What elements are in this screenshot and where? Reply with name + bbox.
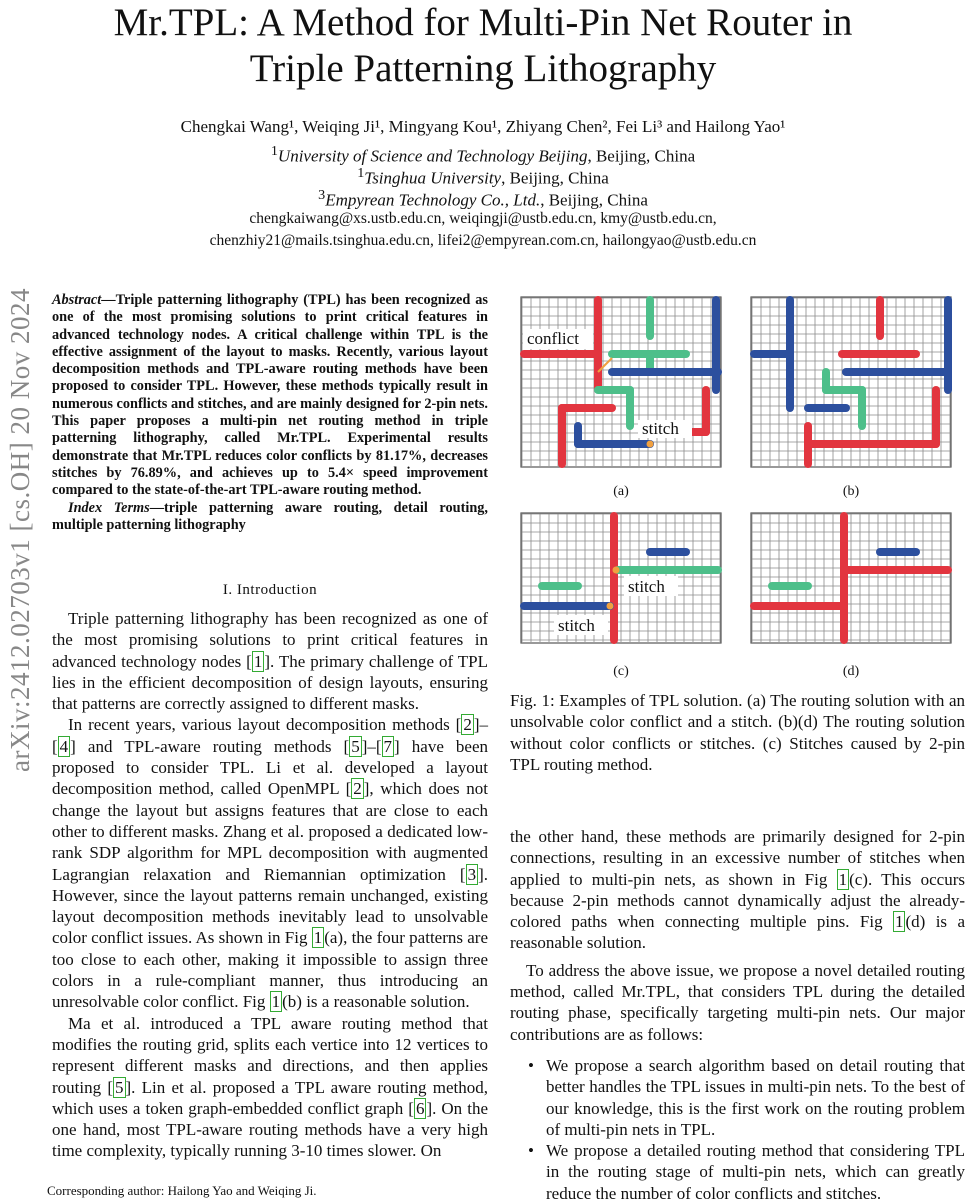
title-line-1: Mr.TPL: A Method for Multi-Pin Net Router in	[113, 1, 853, 44]
conflict-label: conflict	[527, 329, 579, 348]
citation-link[interactable]: 6	[415, 1098, 425, 1118]
right-paragraph-1: the other hand, these methods are primarily designed for 2-pin connections, resulting in an excessive number of stitches when applied to multi-pin nets, as shown in Fig 1 (c). This occurs because 2-pin methods cannot dynamically adjust the already-colored paths when connecting multiple pins. Fig 1 (d) is a reasonable solution.	[510, 827, 965, 953]
figure-label-c: (c)	[613, 664, 629, 679]
paper-title	[40, 0, 926, 92]
affiliation-3: $^3$Empyrean Technology Co., Ltd., Beijing, China	[318, 187, 648, 210]
stitch-marker	[613, 567, 620, 574]
figure-label-d: (d)	[842, 664, 860, 679]
citation-link[interactable]: 2	[463, 715, 472, 735]
right-paragraph-2: To address the above issue, we propose a novel detailed routing method, called Mr.TPL, that considers TPL during the detailed routing phase, specifically targeting multi-pin nets. Our major contributions are as follows:	[510, 960, 965, 1044]
figure-panel-d	[750, 512, 952, 644]
stitch-label: stitch	[558, 616, 595, 635]
affiliation-1: $^1$University of Science and Technology Beijing, Beijing, China	[270, 143, 696, 166]
figure-label-b: (b)	[842, 484, 860, 499]
citation-link[interactable]: 5	[351, 736, 360, 756]
stitch-label: stitch	[642, 419, 679, 438]
figure-panel-c	[520, 512, 722, 644]
section-heading-introduction: I. Introduction	[222, 582, 318, 598]
index-terms-text: —triple patterning aware routing, detail routing, multiple patterning lithography	[52, 499, 488, 533]
right-column-body	[510, 826, 965, 1204]
figure-label-a: (a)	[613, 484, 629, 499]
figure-link[interactable]: 1	[313, 928, 323, 948]
stitch-marker	[647, 441, 654, 448]
grid-lines	[521, 513, 721, 643]
intro-paragraph-2: In recent years, various layout decomposition methods [ 2 ]–[ 4 ] and TPL-aware routing methods [ 5 ]–[ 7 ] have been proposed to consider TPL. Li et al. developed a layout decomposition method, called OpenMPL [ 2 ], which does not change the layout but assigns features that are close to each other to different masks. Zhang et al. proposed a dedicated low-rank SDP algorithm for MPL decomposition with augmented Lagrangian relaxation and Riemannian optimization [ 3 ]. However, since the layout patterns remain unchanged, existing layout decomposition methods inevitably lead to unsolvable color conflict issues. As shown in Fig 1 (a), the four patterns are too close to each other, making it impossible to assign three colors in a rule-compliant manner, thus introducing an unresolvable color conflict. Fig 1 (b) is a reasonable solution.	[52, 715, 489, 1012]
grid-lines	[751, 513, 951, 643]
stitch-marker	[607, 603, 614, 610]
figure-link[interactable]: 1	[271, 992, 281, 1012]
list-item: • We propose a search algorithm based on detail routing that better handles the TPL issues in multi-pin nets. To the best of our knowledge, this is the first work on the routing problem of multi-pin nets in TPL.	[528, 1055, 965, 1139]
arxiv-watermark: arXiv:2412.02703v1 [cs.OH] 20 Nov 2024	[5, 288, 35, 772]
intro-paragraph-1: Triple patterning lithography has been recognized as one of the most promising solutions to print critical features in advanced technology nodes [ 1 ]. The primary challenge of TPL lies in the efficient decomposition of design layouts, ensuring that patterns are correctly assigned to different masks.	[52, 609, 488, 714]
figure-link[interactable]: 1	[838, 869, 848, 889]
email-line-2: chenzhiy21@mails.tsinghua.edu.cn, lifei2@empyrean.com.cn, hailongyao@ustb.edu.cn	[209, 232, 757, 249]
stitch-label: stitch	[628, 577, 665, 596]
list-item: • We propose a detailed routing method that considering TPL in the routing stage of multi-pin nets, which can greatly reduce the number of color conflicts and stitches.	[528, 1141, 965, 1203]
citation-link[interactable]: 4	[59, 736, 69, 756]
intro-paragraph-3: Ma et al. introduced a TPL aware routing method that modifies the routing grid, splits each vertice into 12 vertices to represent different masks and directions, and then applies routing [ 5 ]. Lin et al. proposed a TPL aware routing method, which uses a token graph-embedded conflict graph [ 6 ]. On the one hand, most TPL-aware routing methods have a very high time complexity, typically running 3-10 times slower. On	[52, 1013, 488, 1161]
title-line-2: Triple Patterning Lithography	[249, 47, 717, 90]
citation-link[interactable]: 5	[115, 1077, 124, 1097]
author-list: Chengkai Wang¹, Weiqing Ji¹, Mingyang Kou¹, Zhiyang Chen², Fei Li³ and Hailong Yao¹	[180, 117, 786, 136]
contribution-list	[510, 1055, 965, 1204]
figure-caption: Fig. 1: Examples of TPL solution. (a) The routing solution with an unsolvable color conflict and a stitch. (b)(d) The routing solution without color conflicts or stitches. (c) Stitches caused by 2-pin TPL routing method.	[510, 691, 965, 774]
index-terms-label: Index Terms	[68, 499, 150, 516]
footnote: Corresponding author: Hailong Yao and Weiqing Ji.	[47, 1183, 317, 1198]
bullet-icon: •	[528, 1055, 534, 1075]
abstract-text: —Triple patterning lithography (TPL) has been recognized as one of the most promising solutions to print critical features in advanced technology nodes. A critical challenge within TPL is the effective assignment of the layout to masks. Recently, various layout decomposition methods and TPL-aware routing methods have been proposed to consider TPL. However, these methods typically result in numerous conflicts and stitches, and are mainly designed for 2-pin nets. This paper proposes a multi-pin net routing method in triple patterning lithography, called Mr.TPL. Experimental results demonstrate that Mr.TPL reduces color conflicts by 81.17%, decreases stitches by 76.89%, and achieves up to 5.4× speed improvement compared to the state-of-the-art TPL-aware routing method.	[52, 292, 488, 499]
citation-link[interactable]: 1	[253, 651, 263, 671]
figure-panel-b	[750, 296, 952, 468]
affiliation-2: $^1$Tsinghua University, Beijing, China	[357, 165, 609, 188]
figure-panel-a	[520, 296, 722, 468]
citation-link[interactable]: 2	[353, 779, 362, 799]
abstract-label: Abstract	[52, 292, 102, 308]
email-line-1: chengkaiwang@xs.ustb.edu.cn, weiqingji@ustb.edu.cn, kmy@ustb.edu.cn,	[249, 210, 717, 227]
bullet-icon: •	[528, 1141, 534, 1161]
intro-body	[52, 608, 488, 1162]
citation-link[interactable]: 3	[467, 864, 477, 884]
citation-link[interactable]: 7	[383, 736, 393, 756]
abstract	[52, 292, 488, 534]
figure-link[interactable]: 1	[894, 912, 904, 932]
